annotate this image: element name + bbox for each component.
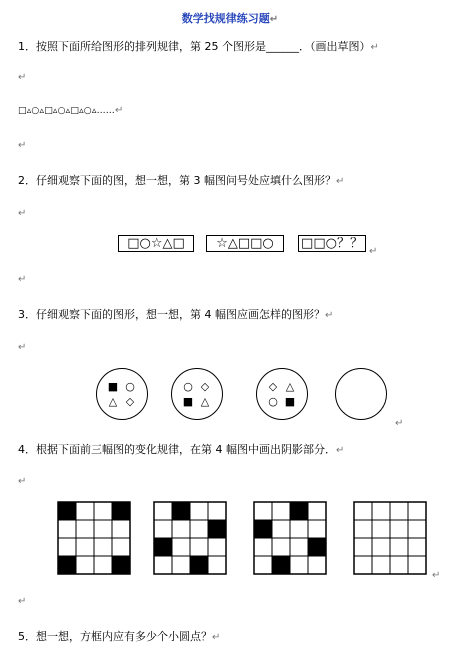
circle-symbol: ○ xyxy=(268,395,278,408)
grid-cell xyxy=(76,556,94,574)
grid-cell xyxy=(94,556,112,574)
grid-cell-shaded xyxy=(112,556,130,574)
grid-cell-shaded xyxy=(272,556,290,574)
grid-cell xyxy=(58,520,76,538)
grid-3 xyxy=(254,502,326,574)
grid-cell xyxy=(190,520,208,538)
grid-cell-shaded xyxy=(290,502,308,520)
grid-cell xyxy=(272,520,290,538)
paragraph-mark: ↵ xyxy=(18,208,27,219)
grid-cell-shaded xyxy=(58,502,76,520)
paragraph-mark: ↵ xyxy=(18,274,27,285)
grid-cell xyxy=(172,556,190,574)
question-1-sequence: □▵○▵□▵○▵□▵○▵……↵ xyxy=(18,105,124,116)
paragraph-mark: ↵ xyxy=(18,476,27,487)
grid-cell xyxy=(94,520,112,538)
grid-cell xyxy=(208,538,226,556)
grid-cell xyxy=(354,538,372,556)
grid-cell xyxy=(154,502,172,520)
circle-symbol: ◇ xyxy=(200,380,210,393)
paragraph-mark: ↵ xyxy=(395,418,404,429)
grid-cell xyxy=(272,538,290,556)
grid-cell xyxy=(254,538,272,556)
grid-cell xyxy=(112,520,130,538)
circle-symbol: ■ xyxy=(107,380,119,393)
grid-cell xyxy=(390,538,408,556)
paragraph-mark: ↵ xyxy=(369,246,378,257)
circle-symbol: ○ xyxy=(125,380,135,393)
grid-cell xyxy=(208,556,226,574)
question-4-text: 4．根据下面前三幅图的变化规律，在第 4 幅图中画出阴影部分．↵ xyxy=(18,443,345,456)
grid-cell xyxy=(94,502,112,520)
grid-cell-shaded xyxy=(154,538,172,556)
circle-symbol: △ xyxy=(285,380,295,393)
circle-symbol: ■ xyxy=(284,395,296,408)
grid-1 xyxy=(58,502,130,574)
paragraph-mark: ↵ xyxy=(18,140,27,151)
grid-cell xyxy=(290,520,308,538)
grid-cell xyxy=(408,538,426,556)
grid-cell xyxy=(58,538,76,556)
paragraph-mark: ↵ xyxy=(18,72,27,83)
grid-cell xyxy=(390,556,408,574)
question-3-text: 3．仔细观察下面的图形，想一想，第 4 幅图应画怎样的图形？↵ xyxy=(18,308,334,321)
grid-cell xyxy=(372,538,390,556)
circle-symbol: ○ xyxy=(183,380,193,393)
page-title: 数学找规律练习题↵ xyxy=(181,12,279,25)
circle-symbol: △ xyxy=(200,395,210,408)
grid-cell xyxy=(112,538,130,556)
question-5-text: 5．想一想，方框内应有多少个小圆点？↵ xyxy=(18,630,221,643)
grid-cell xyxy=(308,502,326,520)
grid-cell xyxy=(290,556,308,574)
paragraph-mark: ↵ xyxy=(432,570,441,581)
grid-cell xyxy=(372,556,390,574)
grid-2 xyxy=(154,502,226,574)
grid-cell-shaded xyxy=(254,520,272,538)
grid-cell xyxy=(94,538,112,556)
grid-cell xyxy=(172,520,190,538)
grid-4 xyxy=(354,502,426,574)
grid-cell xyxy=(272,502,290,520)
grid-cell xyxy=(154,556,172,574)
circle-symbol: △ xyxy=(108,395,118,408)
grid-cell xyxy=(76,538,94,556)
grid-cell xyxy=(408,556,426,574)
paragraph-mark: ↵ xyxy=(18,596,27,607)
grid-cell xyxy=(208,502,226,520)
grid-cell-shaded xyxy=(308,538,326,556)
paragraph-mark: ↵ xyxy=(18,342,27,353)
grid-cell xyxy=(354,502,372,520)
grid-cell-shaded xyxy=(172,502,190,520)
grid-cell-shaded xyxy=(58,556,76,574)
grid-cell xyxy=(76,520,94,538)
circle-symbol: ◇ xyxy=(125,395,135,408)
grid-cell-shaded xyxy=(190,556,208,574)
grid-cell xyxy=(254,502,272,520)
grid-cell xyxy=(76,502,94,520)
grid-cell xyxy=(408,502,426,520)
grid-cell xyxy=(308,556,326,574)
grid-cell xyxy=(372,502,390,520)
grid-cell xyxy=(408,520,426,538)
shape-sequence-box-3: □□○？？ xyxy=(298,235,366,252)
grid-cell xyxy=(154,520,172,538)
grid-cell xyxy=(172,538,190,556)
grid-cell xyxy=(308,520,326,538)
grid-cell xyxy=(254,556,272,574)
grid-cell-shaded xyxy=(112,502,130,520)
question-2-text: 2．仔细观察下面的图，想一想，第 3 幅图问号处应填什么图形？↵ xyxy=(18,174,345,187)
grid-cell xyxy=(190,538,208,556)
circle-symbol: ■ xyxy=(182,395,194,408)
grid-cell xyxy=(354,520,372,538)
grid-cell xyxy=(290,538,308,556)
grid-cell xyxy=(372,520,390,538)
grid-cell xyxy=(390,502,408,520)
grid-cell-shaded xyxy=(208,520,226,538)
shape-sequence-box-1: □○☆△□ xyxy=(118,235,194,252)
grid-cell xyxy=(354,556,372,574)
grid-cell xyxy=(190,502,208,520)
grid-cell xyxy=(390,520,408,538)
shape-sequence-box-2: ☆△□□○ xyxy=(206,235,284,252)
circle-symbol: ◇ xyxy=(268,380,278,393)
question-1-text: 1．按照下面所给图形的排列规律，第 25 个图形是______．（画出草图）↵ xyxy=(18,40,379,53)
